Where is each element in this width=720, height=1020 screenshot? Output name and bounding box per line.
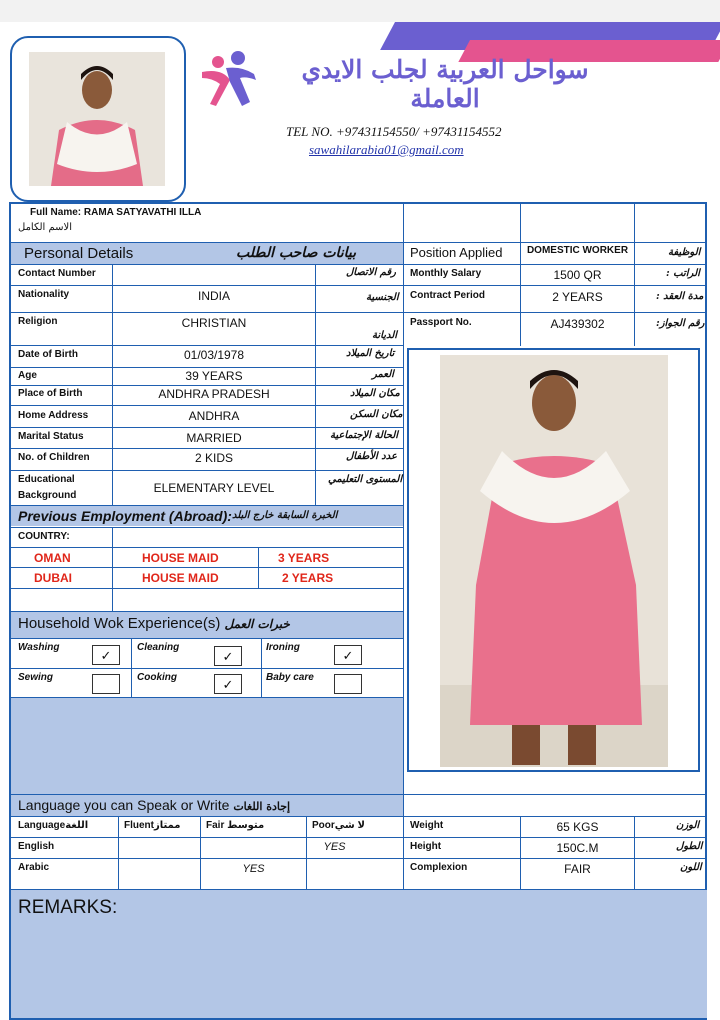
age-value: 39 YEARS [185, 369, 243, 383]
full-name-label: Full Name: RAMA SATYAVATHI ILLA [30, 207, 202, 218]
remarks-title: REMARKS: [18, 897, 118, 918]
employment-row-2-position: HOUSE MAID [142, 571, 219, 585]
phone-numbers: TEL NO. +97431154550/ +97431154552 [286, 124, 502, 139]
dob-value: 01/03/1978 [183, 348, 245, 362]
email-link[interactable]: sawahilarabia01@gmail.com [309, 142, 464, 157]
contact-number-label-ar: رقم الاتصال [346, 267, 396, 278]
household-blank-band [11, 698, 404, 794]
position-applied-label: Position Applied [410, 245, 503, 260]
contract-period-label-ar: مدة العقد : [656, 291, 704, 302]
employment-row-1-country: OMAN [34, 551, 71, 565]
col-poor: Poorلا شي [312, 820, 365, 831]
dob-label: Date of Birth [18, 349, 78, 360]
skill-cooking-label: Cooking [137, 672, 177, 683]
religion-label: Religion [18, 316, 58, 327]
personal-details-title: Personal Details [24, 245, 134, 262]
employment-row-1-position: HOUSE MAID [142, 551, 219, 565]
col-fluent: Fluentممتاز [124, 820, 181, 831]
age-label: Age [18, 370, 37, 381]
education-value: ELEMENTARY LEVEL [153, 481, 275, 495]
monthly-salary-value: 1500 QR [553, 268, 602, 282]
pob-value: ANDHRA PRADESH [158, 387, 270, 401]
full-name-value: RAMA SATYAVATHI ILLA [83, 207, 202, 218]
children-label-ar: عدد الأطفال [346, 451, 397, 462]
children-value: 2 KIDS [194, 451, 233, 465]
skill-washing-label: Washing [18, 642, 60, 653]
monthly-salary-label: Monthly Salary [410, 268, 482, 279]
applicant-photo-large [440, 355, 668, 767]
employment-row-1-duration: 3 YEARS [278, 551, 330, 565]
language-row-2: Arabic [18, 862, 50, 873]
skill-babycare-checkbox[interactable] [334, 674, 362, 694]
skill-cleaning-label: Cleaning [137, 642, 180, 653]
passport-label: Passport No. [410, 317, 472, 328]
education-label-ar: المستوى التعليمي [328, 474, 403, 485]
agency-logo [196, 44, 266, 110]
col-language: Languageاللغة [18, 820, 89, 831]
nationality-value: INDIA [197, 289, 230, 303]
passport-label-ar: رقم الجواز: [656, 318, 705, 329]
height-value: 150C.M [556, 841, 599, 855]
home-address-value: ANDHRA [188, 409, 240, 423]
children-label: No. of Children [18, 452, 90, 463]
marital-status-label-ar: الحالة الإجتماعية [330, 430, 399, 441]
height-label-ar: الطول [676, 841, 703, 852]
home-address-label: Home Address [18, 410, 89, 421]
skill-babycare-label: Baby care [266, 672, 314, 683]
employment-title-ar: الخبرة السابقة خارج البلد [232, 510, 338, 521]
employment-row-2-duration: 2 YEARS [282, 571, 334, 585]
nationality-label: Nationality [18, 289, 70, 300]
employment-title: Previous Employment (Abroad): [18, 508, 232, 524]
employment-row-2-country: DUBAI [34, 571, 72, 585]
pob-label: Place of Birth [18, 388, 83, 399]
monthly-salary-label-ar: الراتب : [666, 268, 700, 279]
complexion-label: Complexion [410, 862, 468, 873]
skill-ironing-label: Ironing [266, 642, 300, 653]
contact-number-label: Contact Number [18, 268, 96, 279]
contract-period-value: 2 YEARS [552, 290, 603, 304]
contract-period-label: Contract Period [410, 290, 486, 301]
skill-ironing-checkbox[interactable]: ✓ [334, 645, 362, 665]
skill-sewing-checkbox[interactable] [92, 674, 120, 694]
weight-value: 65 KGS [556, 820, 599, 834]
skill-cooking-checkbox[interactable]: ✓ [214, 674, 242, 694]
marital-status-label: Marital Status [18, 431, 84, 442]
language-row-1-poor: YES [323, 841, 346, 853]
weight-label: Weight [410, 820, 444, 831]
complexion-value: FAIR [564, 862, 591, 876]
skill-washing-checkbox[interactable]: ✓ [92, 645, 120, 665]
age-label-ar: العمر [372, 369, 394, 380]
skill-cleaning-checkbox[interactable]: ✓ [214, 646, 242, 666]
position-applied-value: DOMESTIC WORKER [526, 245, 629, 256]
household-title: Household Wok Experience(s) خبرات العمل [18, 615, 290, 632]
education-label-2: Background [18, 490, 77, 501]
marital-status-value: MARRIED [186, 431, 242, 445]
household-title-ar: خبرات العمل [224, 617, 290, 631]
religion-label-ar: الديانة [372, 330, 398, 341]
religion-value: CHRISTIAN [181, 316, 247, 330]
language-row-2-fair: YES [242, 863, 265, 875]
dob-label-ar: تاريخ الميلاد [346, 348, 395, 359]
header-band [0, 0, 720, 22]
height-label: Height [410, 841, 442, 852]
language-title-ar: إجادة اللغات [233, 800, 291, 813]
pob-label-ar: مكان الميلاد [350, 388, 400, 399]
nationality-label-ar: الجنسية [366, 292, 399, 303]
personal-details-title-ar: بيانات صاحب الطلب [236, 245, 357, 261]
country-label: COUNTRY: [18, 531, 70, 542]
agency-name-arabic: سواحل العربية لجلب الايدي العاملة [301, 55, 589, 113]
col-fair: Fair متوسط [206, 820, 265, 831]
full-name-label-ar: الاسم الكامل [18, 222, 73, 233]
skill-sewing-label: Sewing [18, 672, 54, 683]
language-title: Language you can Speak or Write إجادة اللغات [18, 797, 291, 813]
position-applied-label-ar: الوظيفة [668, 247, 701, 258]
applicant-photo-small [29, 52, 165, 186]
language-row-1: English [18, 841, 55, 852]
passport-value: AJ439302 [550, 317, 605, 331]
complexion-label-ar: اللون [680, 862, 702, 873]
education-label: Educational [18, 474, 75, 485]
home-address-label-ar: مكان السكن [350, 409, 403, 420]
weight-label-ar: الوزن [676, 820, 700, 831]
